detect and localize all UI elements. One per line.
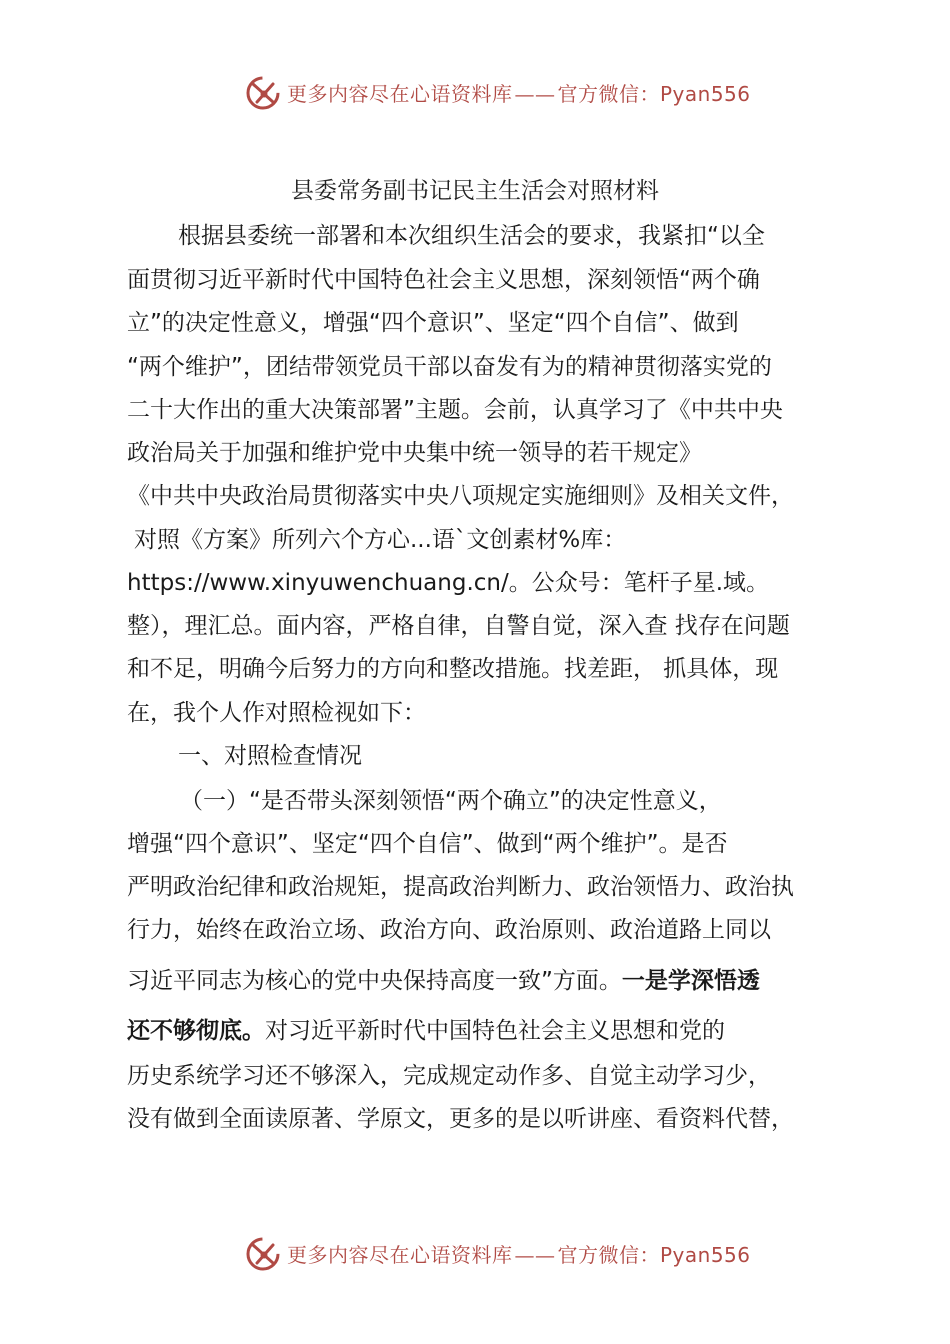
body-text: 对习近平新时代中国特色社会主义思想和党的 <box>265 1018 725 1044</box>
body-line: 根据县委统一部署和本次组织生活会的要求，我紧扣“以全 <box>178 223 765 249</box>
body-line: 《中共中央政治局贯彻落实中央八项规定实施细则》及相关文件， <box>127 483 794 509</box>
body-line: 在，我个人作对照检视如下： <box>127 700 426 726</box>
banner-text <box>287 1239 751 1268</box>
body-line: 历史系统学习还不够深入，完成规定动作多、自觉主动学习少， <box>127 1063 771 1089</box>
body-line: 二十大作出的重大决策部署”主题。会前，认真学习了《中共中央 <box>127 397 783 423</box>
brand-text: 更多内容尽在心语资料库 <box>287 81 513 106</box>
wechat-id: Pyan556 <box>660 81 751 106</box>
wechat-id: Pyan556 <box>660 1242 751 1267</box>
wechat-label: 官方微信： <box>557 81 660 106</box>
banner-separator: —— <box>514 1242 556 1267</box>
section-heading: 一、对照检查情况 <box>178 743 362 769</box>
body-line: “两个维护”，团结带领党员干部以奋发有为的精神贯彻落实党的 <box>127 354 772 380</box>
brand-logo-icon <box>243 72 283 112</box>
body-line: 增强“四个意识”、坚定“四个自信”、做到“两个维护”。是否 <box>127 831 728 857</box>
header-banner <box>243 70 763 114</box>
bold-point-one-cont: 还不够彻底。 <box>127 1018 265 1044</box>
brand-text: 更多内容尽在心语资料库 <box>287 1242 513 1267</box>
body-line: 政治局关于加强和维护党中央集中统一领导的若干规定》 <box>127 440 702 466</box>
body-line: 严明政治纪律和政治规矩，提高政治判断力、政治领悟力、政治执 <box>127 874 794 900</box>
body-text: 习近平同志为核心的党中央保持高度一致”方面。 <box>127 968 622 994</box>
bold-point-one: 一是学深悟透 <box>621 968 760 994</box>
body-line: https://www.xinyuwenchuang.cn/。公众号：笔杆子星.域。 <box>127 570 770 596</box>
body-line: 立”的决定性意义，增强“四个意识”、坚定“四个自信”、做到 <box>127 310 739 336</box>
body-line: 行力，始终在政治立场、政治方向、政治原则、政治道路上同以 <box>127 917 771 943</box>
banner-text <box>287 78 751 107</box>
brand-logo-icon <box>243 1233 283 1273</box>
body-line: 整），理汇总。面内容，严格自律，自警自觉，深入查 找存在问题 <box>127 613 790 639</box>
wechat-label: 官方微信： <box>557 1242 660 1267</box>
banner-separator: —— <box>514 81 556 106</box>
document-title: 县委常务副书记民主生活会对照材料 <box>291 178 659 204</box>
body-line: 面贯彻习近平新时代中国特色社会主义思想，深刻领悟“两个确 <box>127 267 760 293</box>
footer-banner <box>243 1231 763 1275</box>
body-line: 和不足，明确今后努力的方向和整改措施。找差距， 抓具体，现 <box>127 656 779 682</box>
body-line: 对照《方案》所列六个方心...语`文创素材%库： <box>134 527 627 553</box>
body-line: （一）“是否带头深刻领悟“两个确立”的决定性意义， <box>180 788 722 814</box>
body-line <box>127 965 760 997</box>
body-line: 没有做到全面读原著、学原文，更多的是以听讲座、看资料代替， <box>127 1106 794 1132</box>
body-line <box>127 1015 725 1047</box>
